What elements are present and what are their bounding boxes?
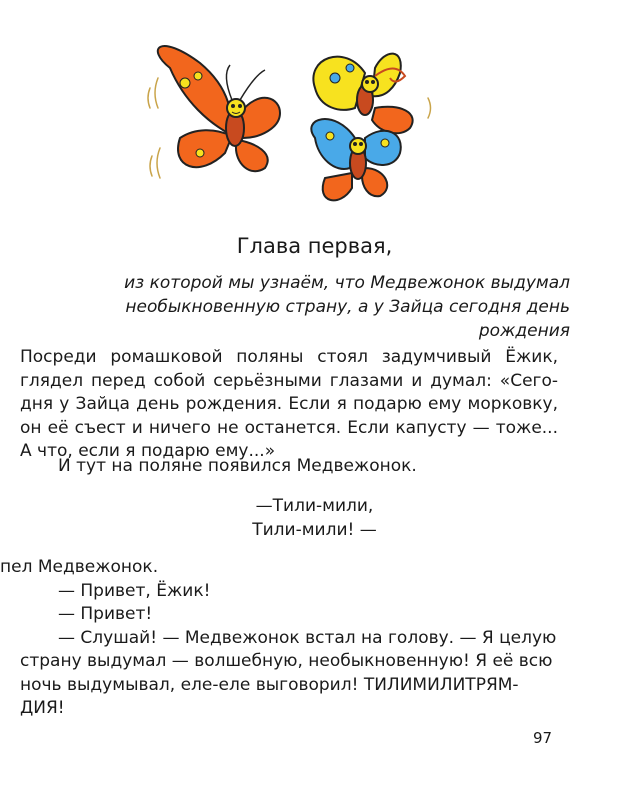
subtitle-line: необыкновенную страну, а у Зайца сегодня день рождения xyxy=(125,297,570,341)
poem-line: Тили-мили! — xyxy=(252,520,377,540)
orange-butterfly xyxy=(158,46,280,171)
poem-line: —Тили-мили, xyxy=(255,496,374,516)
subtitle-line: из которой мы узнаём, что Медвежонок выдумал xyxy=(124,273,570,293)
dialog-block xyxy=(0,556,629,721)
text-line: — Слушай! — Медвежонок встал на голову. — Я целую xyxy=(58,627,557,648)
blue-butterfly xyxy=(311,119,400,200)
text-line: А что, если я подарю ему...» xyxy=(20,441,276,461)
text-line: он её съест и ничего не останется. Если капусту — тоже... xyxy=(20,417,558,438)
text-line: ДИЯ! xyxy=(20,698,65,718)
text-line: И тут на поляне появился Медвежонок. xyxy=(58,456,417,476)
text-line: дня у Зайца день рождения. Если я подарю ему морковку, xyxy=(20,394,558,414)
text-line: пел Медвежонок. xyxy=(0,557,159,577)
text-line: Посреди ромашковой поляны стоял задумчивый Ёжик, xyxy=(20,347,558,367)
page-number: 97 xyxy=(533,729,553,747)
text-line: глядел перед собой серьёзными глазами и думал: «Сего- xyxy=(20,370,558,391)
chapter-subtitle xyxy=(50,271,570,343)
text-line: — Привет! xyxy=(58,604,153,624)
paragraph-1 xyxy=(20,346,558,464)
text-line: — Привет, Ёжик! xyxy=(58,580,211,601)
butterflies-illustration xyxy=(140,28,440,228)
poem xyxy=(0,494,629,542)
text-line: страну выдумал — волшебную, необыкновенную! Я её всю xyxy=(20,651,553,671)
text-line: ночь выдумывал, еле-еле выговорил! ТИЛИМИЛИТРЯМ- xyxy=(20,674,519,695)
paragraph-2 xyxy=(58,455,558,479)
chapter-title: Глава первая, xyxy=(236,234,393,258)
